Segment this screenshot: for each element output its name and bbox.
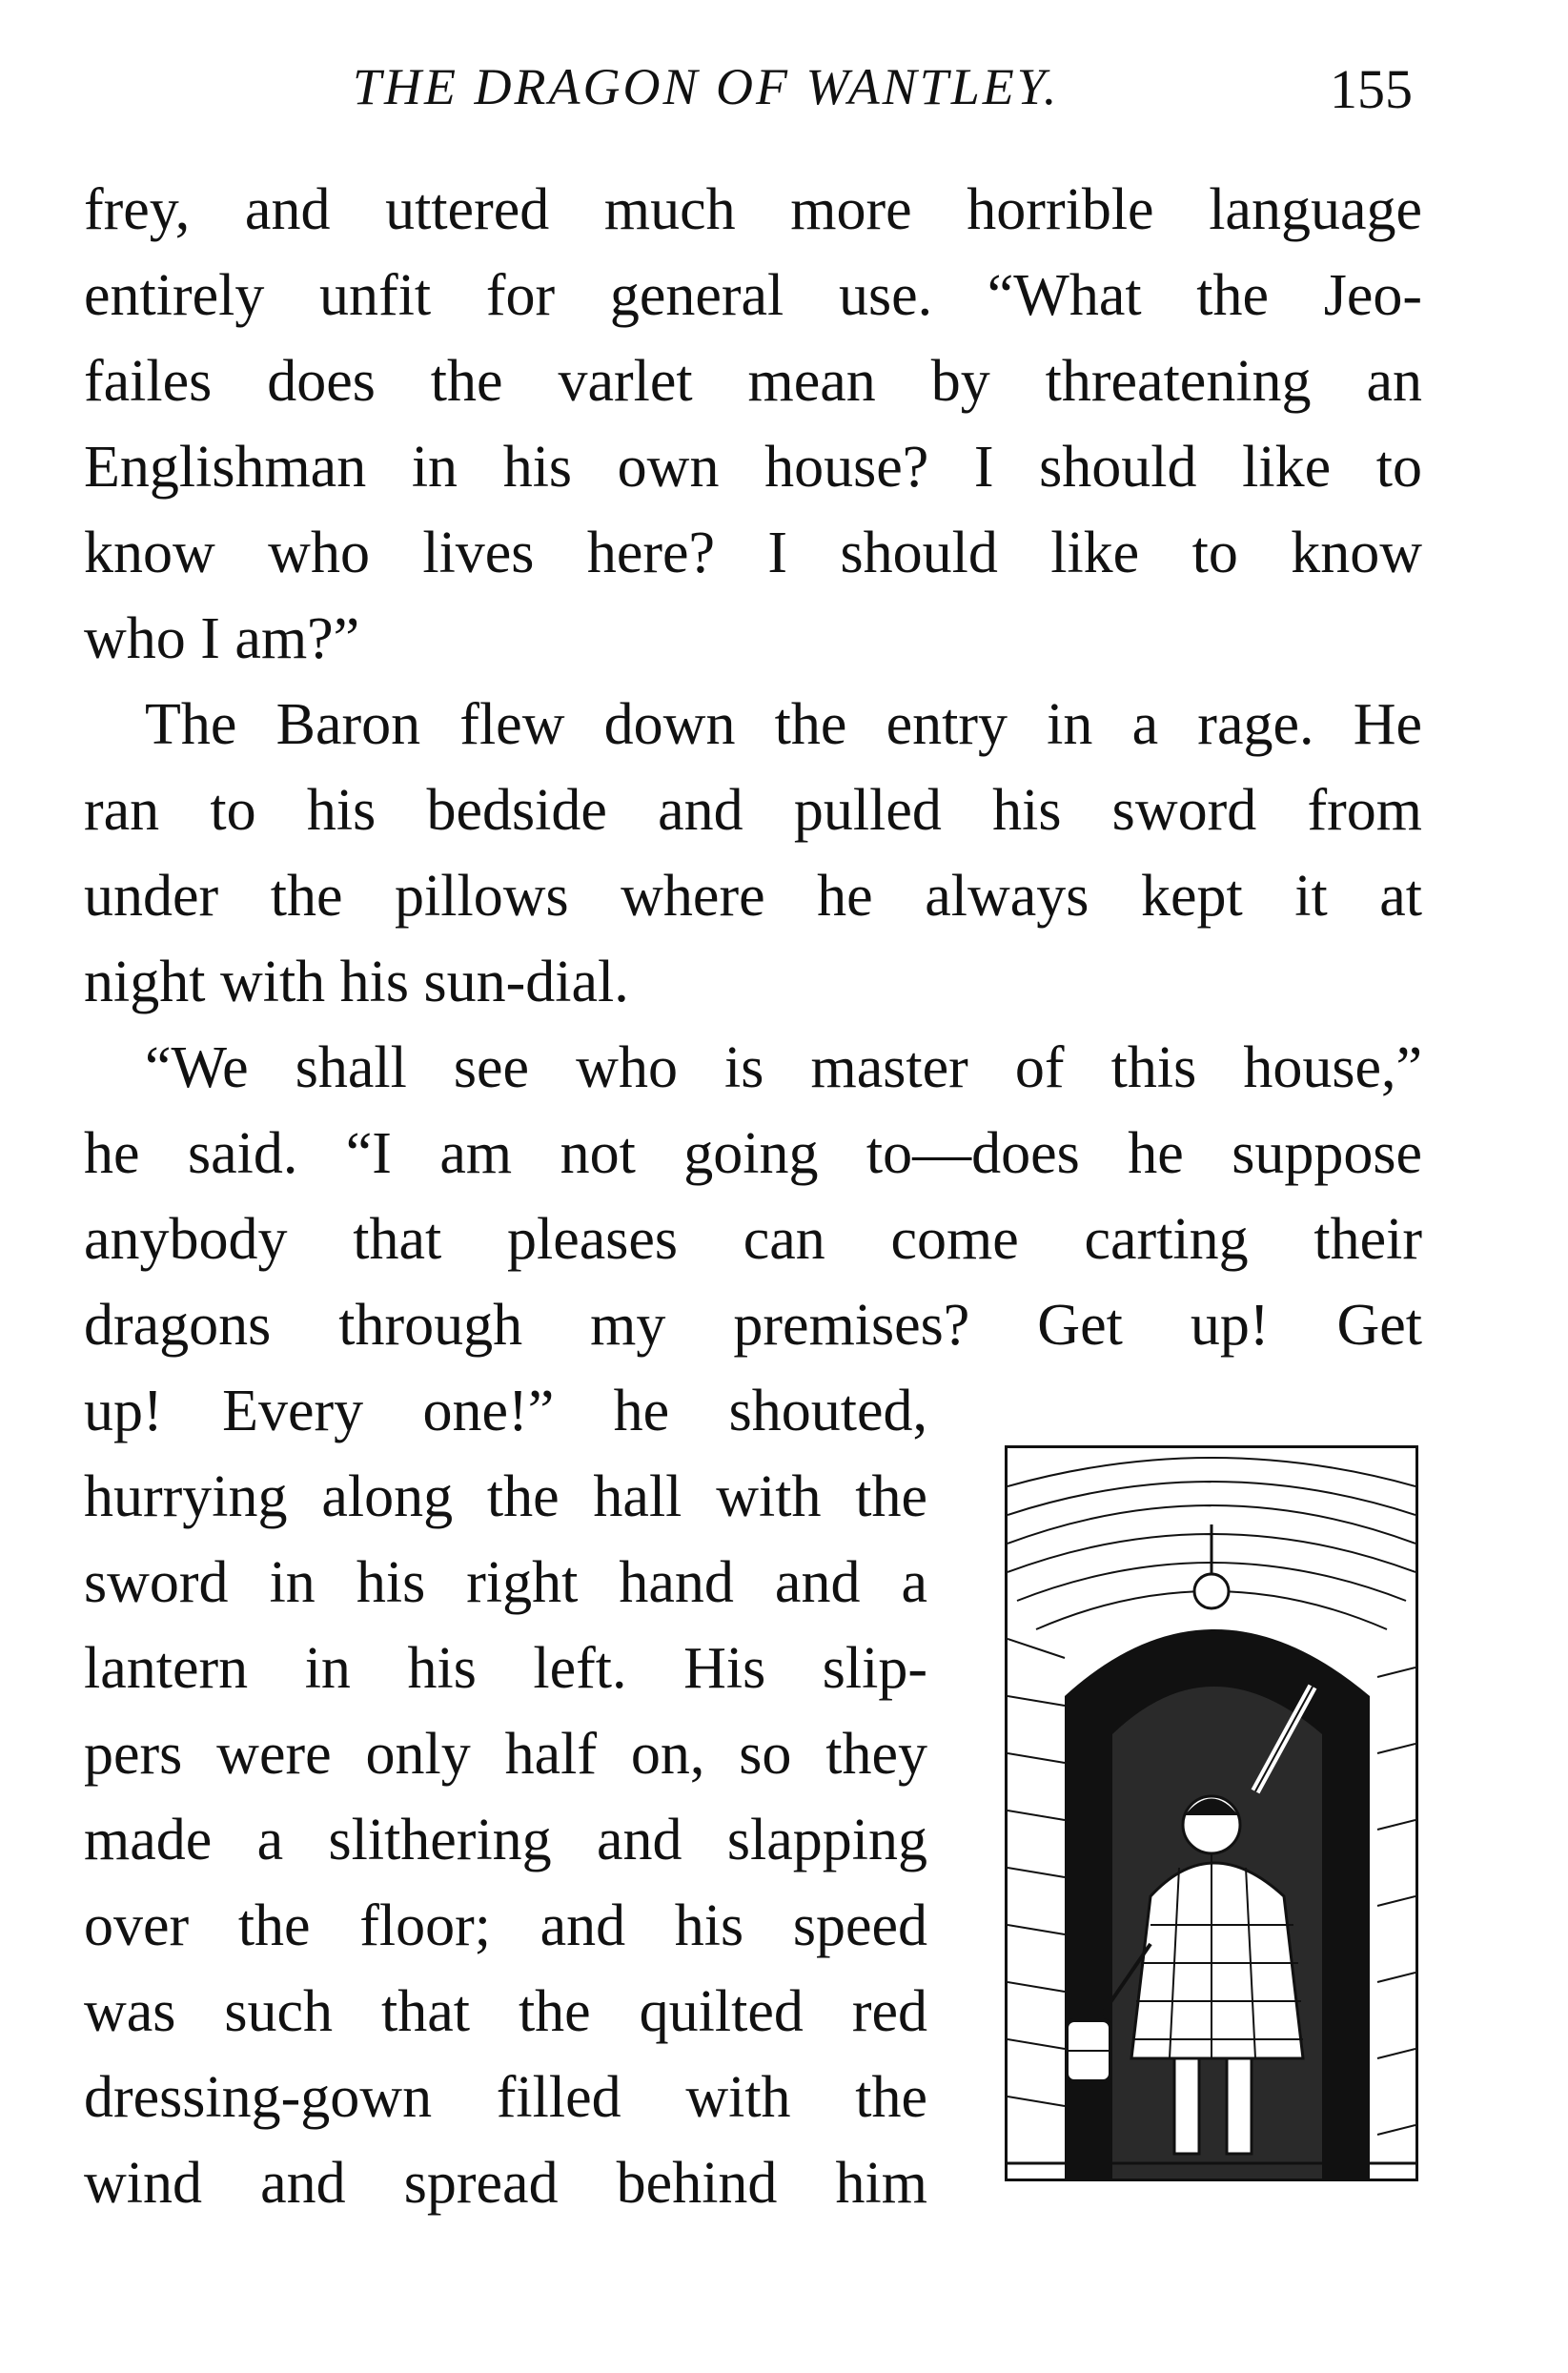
text-line: under the pillows where he always kept it at — [84, 864, 1422, 929]
text-line: he said. “I am not going to—does he suppose — [84, 1121, 1422, 1186]
text-line: frey, and uttered much more horrible language — [84, 177, 1422, 242]
text-line: know who lives here? I should like to know — [84, 521, 1422, 585]
text-line: over the floor; and his speed — [84, 1893, 927, 1958]
text-line: dressing-gown filled with the — [84, 2065, 927, 2130]
baron-in-hallway-illustration — [1005, 1445, 1418, 2181]
page-number: 155 — [1330, 58, 1413, 120]
text-line: lantern in his left. His slip- — [84, 1636, 927, 1701]
text-line: made a slithering and slapping — [84, 1808, 927, 1872]
text-line: pers were only half on, so they — [84, 1722, 927, 1787]
text-line: wind and spread behind him — [84, 2151, 927, 2216]
running-title: THE DRAGON OF WANTLEY. — [353, 58, 1060, 115]
text-line: was such that the quilted red — [84, 1979, 927, 2044]
running-header — [0, 57, 1568, 133]
text-line: The Baron flew down the entry in a rage. He — [145, 692, 1422, 757]
text-line: failes does the varlet mean by threatening an — [84, 349, 1422, 414]
text-line: entirely unfit for general use. “What the Jeo- — [84, 263, 1422, 328]
text-line: Englishman in his own house? I should like to — [84, 435, 1422, 500]
text-line: anybody that pleases can come carting their — [84, 1207, 1422, 1272]
text-line: night with his sun-dial. — [84, 950, 629, 1014]
text-line: who I am?” — [84, 606, 360, 671]
text-line: “We shall see who is master of this house,” — [145, 1035, 1422, 1100]
text-line: ran to his bedside and pulled his sword from — [84, 778, 1422, 843]
text-line: hurrying along the hall with the — [84, 1464, 927, 1529]
text-line: dragons through my premises? Get up! Get — [84, 1293, 1422, 1358]
text-line: up! Every one!” he shouted, — [84, 1379, 927, 1443]
text-line: sword in his right hand and a — [84, 1550, 927, 1615]
